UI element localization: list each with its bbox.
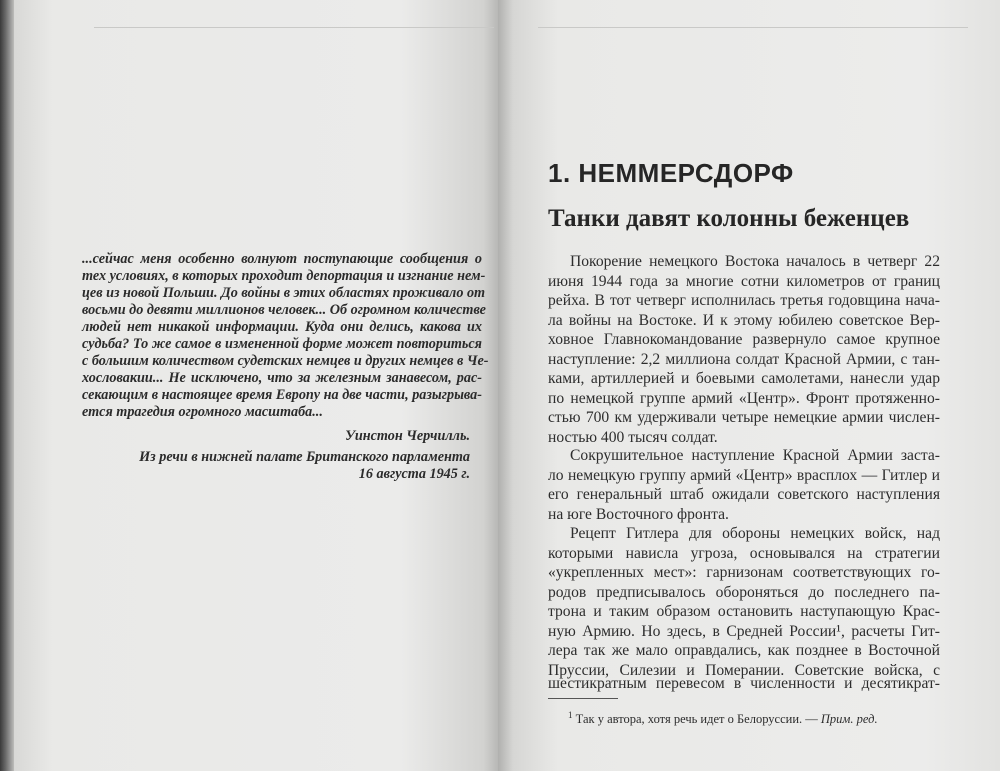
text-line: ностью 400 тысяч солдат. — [548, 428, 718, 446]
quote-line: цев из новой Польши. До войны в этих областях проживало от — [82, 285, 486, 301]
footnote — [568, 709, 878, 727]
text-line: ло немецкую группу армий «Центр» врасплох — Гитлер и — [548, 466, 940, 484]
footnote-mark: 1 — [568, 709, 573, 720]
text-line: Рецепт Гитлера для обороны немецких войск, над — [570, 525, 940, 542]
quote-line: секающим в настоящее время Европу на две части, разыгрыва- — [82, 387, 482, 403]
book-edge — [0, 0, 14, 771]
text-line: стью 700 км удерживали четыре немецкие армии числен- — [548, 409, 940, 426]
text-line: наступление: 2,2 миллиона солдат Красной Армии, с тан- — [548, 350, 940, 368]
text-line: ховное Главнокомандование развернуло самое крупное — [548, 331, 940, 348]
text-line: Пруссии, Силезии и Померании. Советские войска, с — [548, 661, 940, 679]
quote-line: людей нет никакой информации. Куда они делись, какова их — [82, 319, 482, 335]
running-header-rule — [538, 27, 968, 28]
text-line: лера так же мало оправдались, как позднее в Восточной — [548, 642, 940, 659]
running-header-rule — [94, 27, 494, 28]
quote-author: Уинстон Черчилль. — [345, 428, 470, 444]
quote-line: судьба? То же самое в измененной форме может повториться — [82, 336, 482, 352]
footnote-text: Так у автора, хотя речь идет о Белоруссии. — — [575, 712, 818, 726]
text-line: «укрепленных мест»: гарнизонам соответствующих го- — [548, 564, 940, 581]
text-line: рейха. В тот четверг исполнилась третья годовщина нача- — [548, 292, 940, 309]
text-line: родов предписывалось обороняться до последнего па- — [548, 583, 940, 601]
text-line: шестикратным перевесом в численности и десятикрат- — [548, 675, 940, 692]
footnote-editor-note: Прим. ред. — [820, 712, 878, 726]
text-line: Покорение немецкого Востока началось в четверг 22 — [570, 253, 940, 270]
quote-line: с большим количеством судетских немцев и других немцев в Че- — [82, 353, 489, 369]
text-line: ную Армию. Но здесь, в Средней России¹, расчеты Гит- — [548, 622, 940, 640]
right-page — [498, 0, 1000, 771]
chapter-title: 1. НЕММЕРСДОРФ — [548, 158, 794, 188]
quote-source: Из речи в нижней палате Британского парламента — [139, 449, 470, 465]
section-title: Танки давят колонны беженцев — [548, 205, 910, 232]
quote-line: восьми до девяти миллионов человек... Об огромном количестве — [82, 302, 486, 318]
quote-line: ется трагедия огромного масштаба... — [82, 404, 323, 420]
text-line: ками, артиллерией и боевыми самолетами, нанесли удар — [548, 370, 940, 387]
text-line: на юге Восточного фронта. — [548, 505, 729, 523]
quote-line: тех условиях, в которых проходит депортация и изгнание нем- — [82, 268, 486, 284]
left-page — [14, 0, 498, 771]
quote-line: хословакии... Не исключено, что за железным занавесом, рас- — [82, 370, 482, 386]
text-line: по немецкой группе армий «Центр». Фронт протяженно- — [548, 389, 940, 407]
text-line: трона и таким образом остановить наступающую Крас- — [548, 603, 940, 620]
quote-date: 16 августа 1945 г. — [358, 466, 470, 482]
quote-line: ...сейчас меня особенно волнуют поступающие сообщения о — [82, 251, 482, 267]
footnote-rule — [548, 698, 618, 699]
text-line: ла войны на Востоке. И к этому юбилею советское Вер- — [548, 311, 940, 329]
text-line: июня 1944 года за многие сотни километров от границ — [548, 272, 940, 290]
text-line: которыми нависла угроза, основывался на стратегии — [548, 544, 940, 562]
text-line: его генеральный штаб ожидали советского наступления — [548, 486, 940, 503]
text-line: Сокрушительное наступление Красной Армии заста- — [570, 447, 940, 464]
